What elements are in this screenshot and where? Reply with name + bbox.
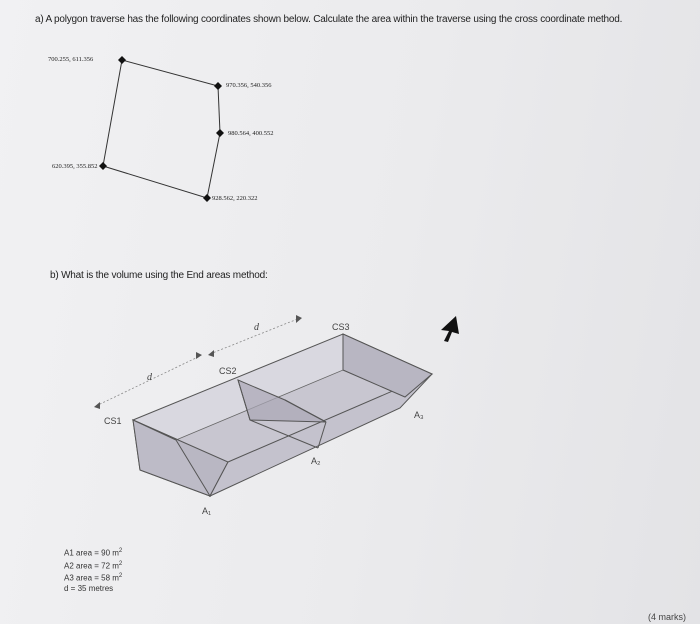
a1-area: A1 area = 90 $m^2$ [64, 548, 123, 558]
distance-value: d = 35 metres [64, 583, 114, 593]
dimension-arrow-1 [94, 402, 100, 409]
a1-label: A₁ [202, 506, 212, 516]
a3-label: A₃ [414, 410, 424, 420]
cs2-label: CS2 [219, 366, 237, 376]
cursor-arrow-icon [441, 316, 459, 342]
a2-label: A₂ [311, 456, 321, 466]
question-a: a) A polygon traverse has the following coordinates shown below. Calculate the area within the traverse using the cross coordinate method. [35, 14, 623, 25]
coord-label-4: 928.562, 220.322 [212, 195, 258, 202]
d-label-1: d [147, 372, 152, 383]
coord-label-2: 970.356, 540.356 [226, 82, 272, 89]
area-list [64, 546, 122, 594]
coord-label-1: 700.255, 611.356 [48, 56, 94, 63]
question-b: b) What is the volume using the End areas method: [50, 270, 268, 281]
cs3-label: CS3 [332, 322, 350, 332]
cs1-label: CS1 [104, 416, 122, 426]
dimension-arrow-3 [208, 350, 214, 357]
dimension-arrow-4 [296, 315, 302, 323]
coord-label-3: 980.564, 400.552 [228, 130, 274, 137]
coord-label-5: 620.395, 355.852 [52, 163, 98, 170]
a2-area: A2 area = 72 $m^2$ [64, 560, 123, 571]
dimension-arrow-2 [196, 352, 202, 359]
marks-label: (4 marks) [648, 612, 686, 622]
d-label-2: d [254, 322, 259, 333]
a3-area: A3 area = 58 $m^2$ [64, 573, 123, 583]
